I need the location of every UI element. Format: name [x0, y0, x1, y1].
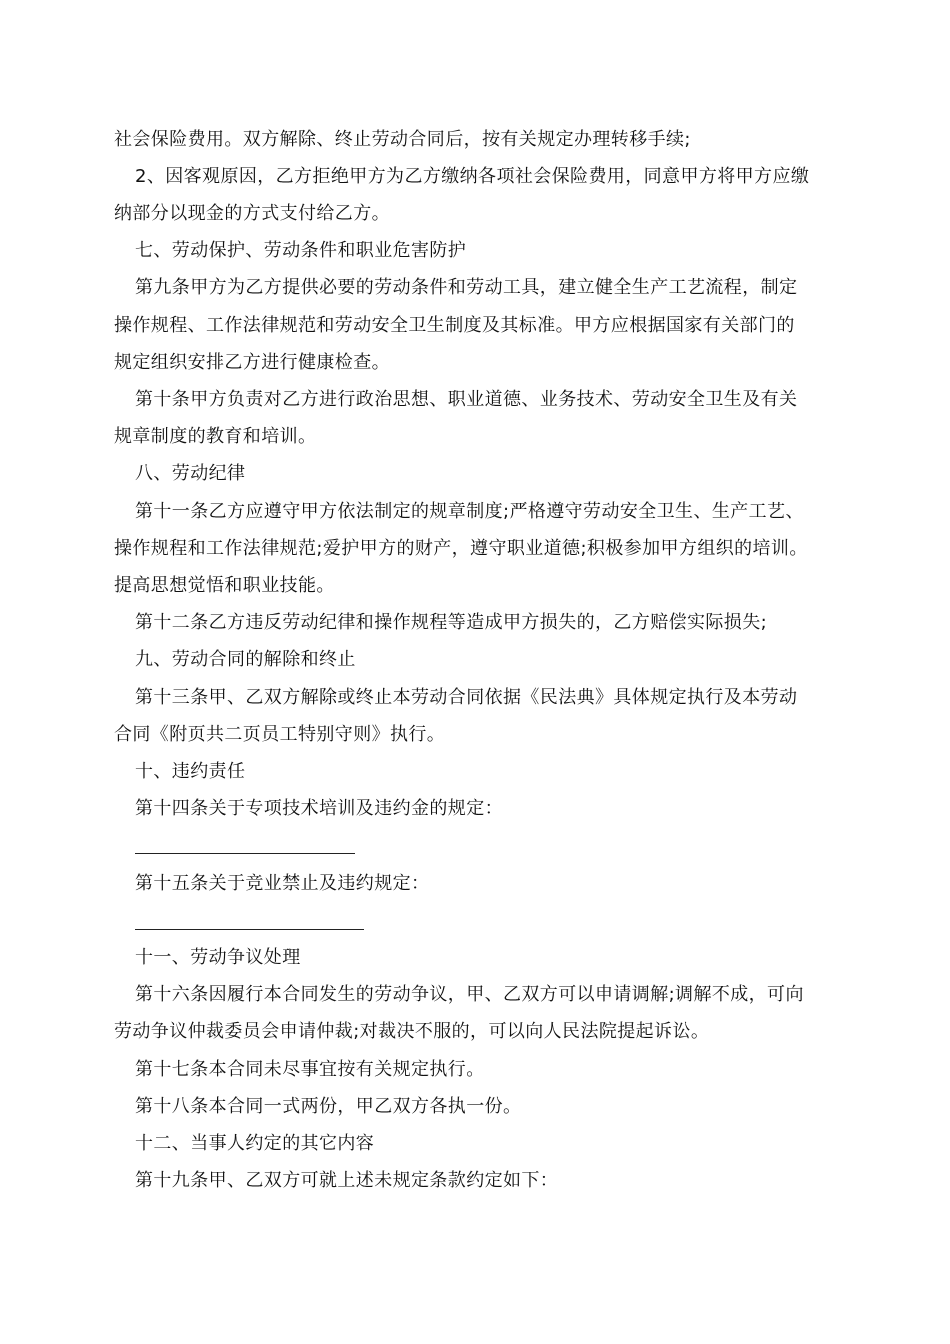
- paragraph-line: 第十九条甲、乙双方可就上述未规定条款约定如下：: [135, 1170, 559, 1191]
- paragraph-line: 合同《附页共二页员工特别守则》执行。: [114, 724, 446, 745]
- paragraph-line: 第九条甲方为乙方提供必要的劳动条件和劳动工具，建立健全生产工艺流程，制定: [135, 277, 798, 298]
- section-heading: 七、劳动保护、劳动条件和职业危害防护: [135, 240, 467, 261]
- paragraph-line: 第十六条因履行本合同发生的劳动争议，甲、乙双方可以申请调解;调解不成，可向: [135, 984, 804, 1005]
- section-heading: 九、劳动合同的解除和终止: [135, 649, 356, 670]
- paragraph-line: 劳动争议仲裁委员会申请仲裁;对裁决不服的，可以向人民法院提起诉讼。: [114, 1021, 710, 1042]
- paragraph-line: 第十一条乙方应遵守甲方依法制定的规章制度;严格遵守劳动安全卫生、生产工艺、: [135, 501, 804, 522]
- paragraph-line: 社会保险费用。双方解除、终止劳动合同后，按有关规定办理转移手续;: [114, 129, 691, 150]
- fill-in-blank: [135, 929, 364, 930]
- paragraph-line: 第十三条甲、乙双方解除或终止本劳动合同依据《民法典》具体规定执行及本劳动: [135, 687, 798, 708]
- paragraph-line: 2、因客观原因，乙方拒绝甲方为乙方缴纳各项社会保险费用，同意甲方将甲方应缴: [135, 166, 810, 187]
- section-heading: 十、违约责任: [135, 761, 246, 782]
- paragraph-line: 第十条甲方负责对乙方进行政治思想、职业道德、业务技术、劳动安全卫生及有关: [135, 389, 798, 410]
- paragraph-line: 第十二条乙方违反劳动纪律和操作规程等造成甲方损失的，乙方赔偿实际损失;: [135, 612, 768, 633]
- paragraph-line: 操作规程、工作法律规范和劳动安全卫生制度及其标准。甲方应根据国家有关部门的: [114, 315, 795, 336]
- fill-in-blank: [135, 853, 355, 854]
- paragraph-line: 提高思想觉悟和职业技能。: [114, 575, 335, 596]
- section-heading: 八、劳动纪律: [135, 463, 246, 484]
- paragraph-line: 第十七条本合同未尽事宜按有关规定执行。: [135, 1059, 485, 1080]
- paragraph-line: 规定组织安排乙方进行健康检查。: [114, 352, 390, 373]
- paragraph-line: 操作规程和工作法律规范;爱护甲方的财产，遵守职业道德;积极参加甲方组织的培训。: [114, 538, 808, 559]
- paragraph-line: 第十八条本合同一式两份，甲乙双方各执一份。: [135, 1096, 522, 1117]
- paragraph-line: 第十四条关于专项技术培训及违约金的规定：: [135, 798, 503, 819]
- section-heading: 十二、当事人约定的其它内容: [135, 1133, 375, 1154]
- paragraph-line: 纳部分以现金的方式支付给乙方。: [114, 203, 390, 224]
- paragraph-line: 第十五条关于竞业禁止及违约规定：: [135, 873, 430, 894]
- paragraph-line: 规章制度的教育和培训。: [114, 426, 317, 447]
- section-heading: 十一、劳动争议处理: [135, 947, 301, 968]
